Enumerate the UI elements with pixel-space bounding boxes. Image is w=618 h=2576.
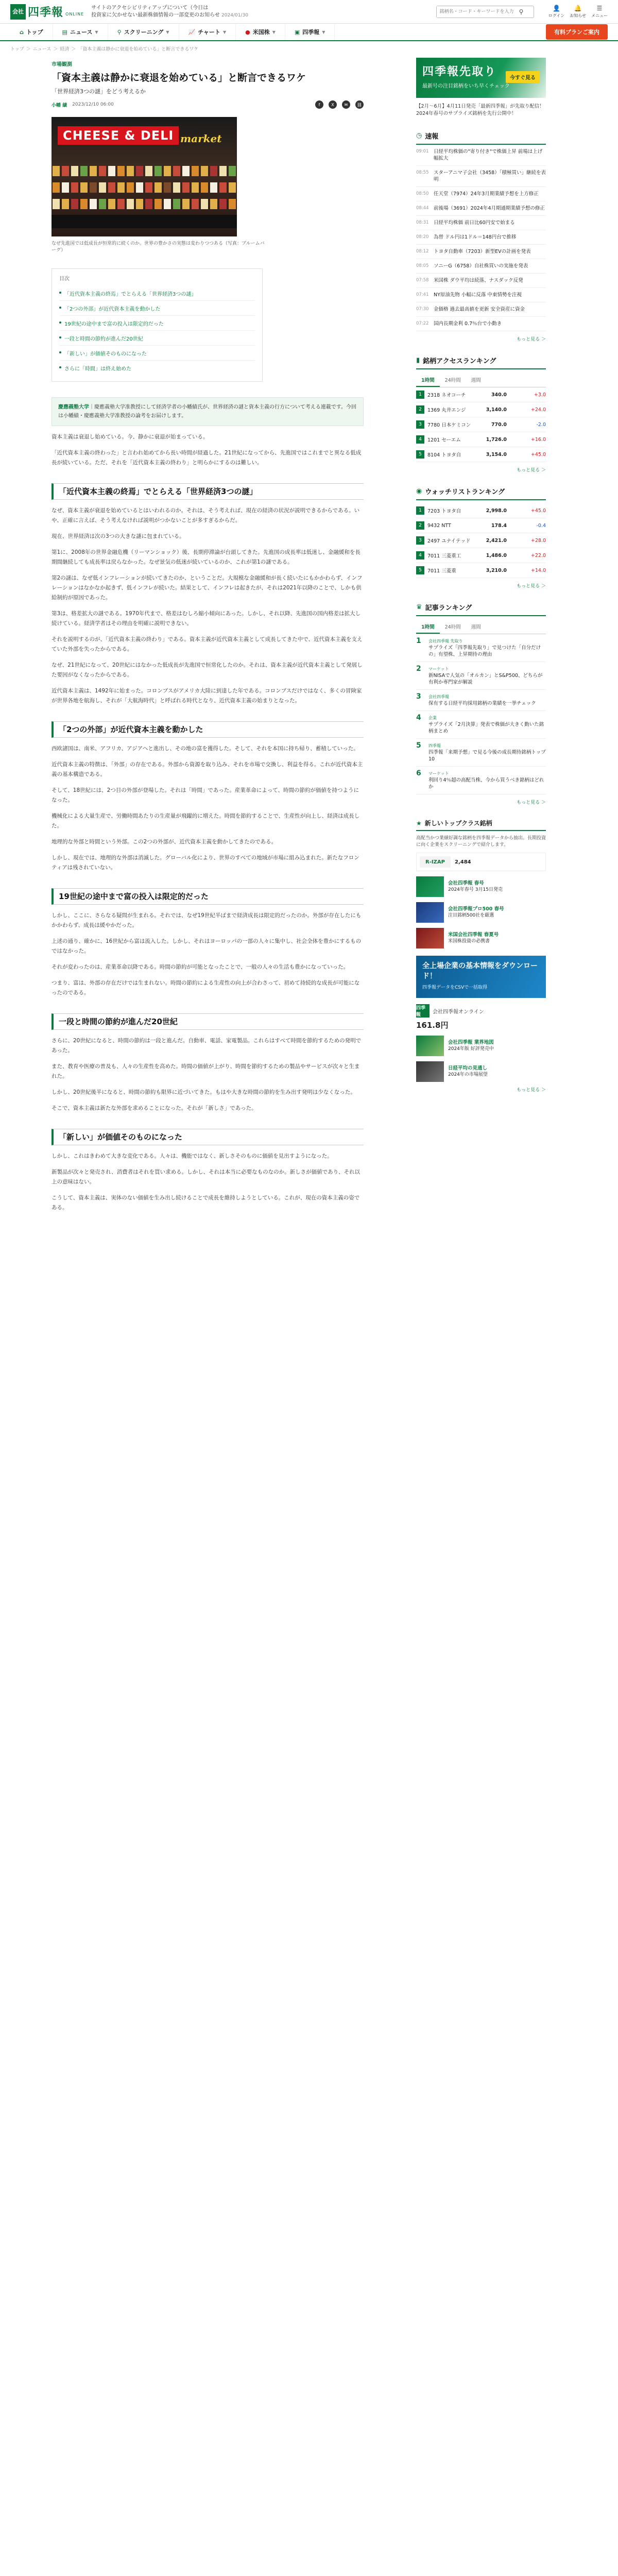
news-text: 前後場（3691）2024年4月期通期業績予想の修正	[434, 206, 545, 211]
crown-icon: ♛	[416, 603, 422, 611]
book-title: 会社四季報 業界地図	[448, 1040, 494, 1045]
top-class-card[interactable]	[416, 853, 546, 871]
article-ranking-list	[416, 634, 546, 794]
rank-title: 利回り4％超の高配当株、今から買うべき銘柄はどれか	[428, 777, 544, 790]
stock-price: 770.0	[491, 421, 507, 428]
rank-badge: 4	[416, 435, 424, 444]
search-input[interactable]	[437, 6, 519, 18]
breadcrumb-sep: ＞	[26, 47, 31, 52]
tab-24h[interactable]: 24時間	[444, 378, 461, 383]
mail-share-icon[interactable]: ✉	[342, 100, 350, 109]
shikiho-preview-banner[interactable]	[416, 58, 546, 98]
rank-title: 保有する日経平均採用銘柄の業績を一挙チェック	[428, 701, 536, 706]
stock-name: 7780 日本ケミコン	[427, 422, 471, 428]
section-heading: 「近代資本主義の終焉」でとらえる「世界経済3つの謎」	[52, 483, 364, 500]
article-subtitle: 「世界経済3つの謎」をどう考えるか	[52, 88, 146, 95]
photo-shelf	[52, 181, 237, 194]
article-lead: 慶應義塾大学｜慶應義塾大学准教授にして経済学者の小幡績氏が、世界経済の謎と資本主義の行方について考える連載です。今回は小幡績・慶應義塾大学准教授の論考をお届けします。	[52, 397, 364, 426]
paragraph: 近代資本主義は、1492年に始まった。コロンブスがアメリカ大陸に到達した年である。コロンブスだけではなく、多くの冒険家が世界各地を航海し、それが「大航海時代」と呼ばれる時代となり、近代資本主義の始まりとなった。	[52, 688, 362, 704]
stock-change: +16.0	[530, 436, 546, 443]
brand-name: 会社四季報オンライン	[433, 1009, 484, 1015]
toc-item[interactable]: さらに「時間」は終え始めた	[59, 361, 255, 375]
rank-number: 5	[416, 741, 421, 750]
book-item[interactable]	[416, 1061, 546, 1082]
x-share-icon[interactable]: X	[329, 100, 337, 109]
rank-number: 4	[416, 714, 421, 722]
share-buttons	[315, 100, 364, 109]
news-time: 09:01	[416, 149, 429, 154]
rank-title: サプライズ「四季報先取り」で見つけた「自分だけの」有望株、上昇期待の理由	[428, 645, 541, 657]
login-button[interactable]	[548, 5, 565, 19]
ranking-item[interactable]	[416, 767, 546, 794]
book-cover	[416, 928, 444, 948]
book-title: 会社四季報 春号	[448, 880, 484, 886]
toc-item[interactable]: 一段と時間の節約が進んだ20世紀	[59, 331, 255, 346]
ranking-item[interactable]	[416, 634, 546, 662]
stock-price: 2,998.0	[486, 507, 507, 514]
paragraph: なぜ、21世紀になって、20世紀にはなかった低成長が先進国で恒常化したのか。それは、資本主義が近代資本主義として発展した要因がなくなったからである。	[52, 662, 363, 678]
book-icon: ▣	[294, 28, 300, 36]
stock-row[interactable]	[416, 518, 546, 533]
stock-price: 3,210.0	[486, 567, 507, 573]
stock-name: 2318 ネオコーチ	[427, 393, 466, 398]
news-item[interactable]	[416, 259, 546, 274]
paragraph: また、教育や医療の普及も、人々の生産性を高めた。時間の価値が上がり、時間を節約するための製品やサービスが次々と生まれた。	[52, 1063, 360, 1079]
stock-price: 3,154.0	[486, 451, 507, 457]
paragraph: 西欧諸国は、南米、アフリカ、アジアへと進出し、その地の富を獲得した。そして、それを本国に持ち帰り、蓄積していった。	[52, 745, 359, 752]
book-sub: 2024年版 好評発売中	[448, 1046, 494, 1052]
tab-week[interactable]: 週間	[471, 624, 481, 630]
rank-title: サプライズ「2月決算」発表で株価が大きく動いた銘柄まとめ	[428, 722, 544, 734]
paragraph: 現在、世界経済は次の3つの大きな謎に包まれている。	[52, 533, 185, 539]
header-icons	[548, 5, 608, 19]
stock-price: 340.0	[491, 392, 507, 398]
author-link[interactable]: 小幡 績	[52, 103, 67, 108]
book-cover	[416, 1061, 444, 1082]
news-text: NY原油先物 小幅に反落 中東情勢を注視	[434, 292, 522, 298]
news-text: 任天堂（7974）24年3月期業績予想を上方修正	[434, 191, 539, 197]
photo-shelf	[52, 164, 237, 178]
news-time: 07:30	[416, 307, 429, 312]
book-title: 会社四季報プロ500 春号	[448, 906, 504, 912]
rank-badge: 4	[416, 551, 424, 560]
photo-market-text: market	[180, 132, 222, 145]
site-logo[interactable]	[10, 4, 84, 20]
home-icon: ⌂	[20, 28, 24, 36]
chevron-down-icon: ▼	[222, 29, 227, 35]
paragraph: こうして、資本主義は、実体のない価値を生み出し続けることで成長を維持しようとしている。これが、現在の資本主義の姿である。	[52, 1195, 360, 1211]
breadcrumb-sep: ＞	[53, 47, 58, 52]
nav-label: チャート	[198, 29, 220, 36]
book-sub: 注目銘柄500社を厳選	[448, 913, 494, 918]
menu-icon: ☰	[596, 5, 603, 12]
company-logo: R-IZAP	[420, 856, 451, 868]
news-time: 08:44	[416, 206, 429, 211]
rank-tag: 会社四季報	[428, 694, 449, 699]
news-time: 08:05	[416, 263, 429, 268]
data-download-banner[interactable]	[416, 956, 546, 998]
rank-tag: マーケット	[428, 667, 449, 671]
stock-change: +45.0	[530, 451, 546, 457]
heading-text: 記事ランキング	[425, 604, 472, 612]
paragraph: なぜ、資本主義が衰退を始めているとはいわれるのか。それは、そう考えれば、現在の経済の状況が説明できるからである。いや、正確に言えば、そう考えなければ説明がつかないことが多すぎるからだ。	[52, 507, 360, 523]
watchlist-ranking-list	[416, 503, 546, 578]
stock-price: 3,140.0	[486, 406, 507, 413]
news-time: 08:50	[416, 191, 429, 196]
book-title: 日経平均の見通し	[448, 1065, 488, 1071]
rank-tag: 四季報	[428, 743, 441, 748]
paragraph: 上述の通り、確かに、16世紀から富は流入した。しかし、それはヨーロッパの一部の人々に集中し、社会全体を豊かにするものではなかった。	[52, 938, 362, 954]
photo-sign-text: CHEESE & DELI	[58, 126, 179, 145]
news-time: 07:58	[416, 278, 429, 283]
news-item[interactable]	[416, 201, 546, 216]
stock-name: 7203 トヨタ自	[427, 509, 461, 514]
stock-row[interactable]	[416, 417, 546, 432]
banner-button: 今すぐ見る	[506, 71, 540, 83]
stock-name: 9432 NTT	[427, 522, 451, 529]
sidebar	[416, 58, 546, 1093]
rank-badge: 1	[416, 391, 424, 399]
rank-title: 四季報「来期予想」で見る今後の成長期待銘柄トップ10	[428, 750, 546, 762]
breadcrumb-item[interactable]: トップ	[10, 47, 24, 52]
paragraph: しかし、ここに、さらなる疑問が生まれる。それでは、なぜ19世紀半ばまで経済成長は限定的だったのか。外部が存在したにもかかわらず、成長は緩やかだった。	[52, 912, 362, 928]
news-time: 08:55	[416, 170, 429, 175]
stock-name: 7011 三菱重	[427, 568, 456, 574]
top-class-heading	[416, 819, 546, 831]
link-share-icon[interactable]: ⛓	[355, 100, 364, 109]
photo-shelf	[52, 197, 237, 211]
rank-tag: 企業	[428, 716, 437, 720]
logo-mark: 会社	[10, 4, 26, 20]
us-flag-icon: ●	[245, 28, 250, 36]
news-text: 日経平均株価の"寄り付き"で株価上昇 前場は上げ幅拡大	[434, 149, 543, 161]
nav-item-shikiho[interactable]	[285, 24, 335, 40]
star-icon: ★	[416, 819, 422, 827]
news-list	[416, 145, 546, 331]
paragraph: 近代資本主義の特徴は、「外部」の存在である。外部から資源を取り込み、それを市場で交換し、利益を得る。これが近代資本主義の基本構造である。	[52, 761, 363, 777]
news-item[interactable]	[416, 317, 546, 331]
stock-more-link[interactable]: もっと見る ＞	[517, 468, 546, 473]
book-title: 米国会社四季報 春夏号	[448, 932, 499, 938]
nav-label: 米国株	[252, 29, 270, 36]
paragraph: 「近代資本主義の終わった」と言われ始めてから長い時間が経過した。21世紀になってから、先進国ではこれまでと異なる低成長が続いている。ただ、それを「近代資本主義の終わり」と明らかにするのは難しい。	[52, 450, 362, 466]
stock-row[interactable]	[416, 533, 546, 548]
menu-label: メニュー	[591, 13, 608, 18]
section-heading: 「新しい」が価値そのものになった	[52, 1129, 364, 1145]
stock-change: +45.0	[530, 507, 546, 514]
paid-plan-button[interactable]: 有料プランご案内	[546, 24, 608, 40]
promo-date: 2024/01/30	[221, 12, 248, 18]
book-sub: 2024年春号 3月15日発売	[448, 887, 503, 892]
news-time: 08:12	[416, 249, 429, 254]
stock-row[interactable]	[416, 563, 546, 578]
news-text: スターアニマ子会社（3458）「積極買い」継続を表明	[434, 170, 546, 182]
section-heading: 19世紀の途中まで富の投入は限定的だった	[52, 888, 364, 905]
chevron-down-icon: ▼	[166, 29, 169, 35]
paragraph: しかし、20世紀後半になると、時間の節約も限界に近づいてきた。もはや大きな時間の節約を生み出す発明は少なくなった。	[52, 1089, 356, 1095]
paragraph: 機械化による大量生産で、労働時間あたりの生産量が飛躍的に増えた。時間を節約することで、生産性が向上し、経済は成長した。	[52, 813, 360, 829]
article	[52, 58, 364, 1213]
chevron-down-icon: ▼	[322, 29, 325, 35]
paragraph: それが変わったのは、産業革命以降である。時間の節約が可能となったことで、一般の人々の生活も豊かになっていった。	[52, 964, 349, 970]
article-category[interactable]: 市場観測	[52, 62, 72, 67]
news-text: 日経平均株価 前日比60円安で始まる	[434, 220, 515, 226]
tab-1h[interactable]: 1時間	[416, 620, 440, 634]
lead-text: 慶應義塾大学准教授にして経済学者の小幡績氏が、世界経済の謎と資本主義の行方について考える連載です。今回は小幡績・慶應義塾大学准教授の論考をお届けします。	[58, 404, 356, 419]
paragraph: 第1に、2008年の世界金融危機（リーマンショック）後、長期停滞論が台頭してきた。先進国の成長率は低迷し、金融緩和を長期間継続しても成長率は戻らなかった。なぜ景気の低迷が続いているのか、これが第1の謎である。	[52, 549, 360, 565]
ranking-item[interactable]	[416, 739, 546, 767]
nav-label: トップ	[26, 29, 43, 36]
stock-change: +14.0	[530, 567, 546, 573]
photo-counter	[52, 215, 237, 228]
paragraph: 第2の謎は、なぜ低インフレーションが続いてきたのか、ということだ。大規模な金融緩和が長く続いたにもかかわらず、インフレーションはなかなか起きず、低インフレが続いた。結果として、インフレは起きたが、それは2021年以降のことで、しかも供給制約が原因であった。	[52, 575, 363, 601]
site-header	[0, 0, 618, 24]
promo-line-1: サイトのアクセシビリティアップについて（今日は	[91, 5, 209, 11]
company-value: 2,484	[455, 859, 471, 865]
stock-ranking-heading	[416, 355, 546, 369]
news-text: 金価格 過去最高値を更新 安全資産に資金	[434, 307, 525, 312]
paragraph: 新製品が次々と発売され、消費者はそれを買い求める。しかし、それは本当に必要なものなのか。新しさが価値であり、それ以上の意味はない。	[52, 1169, 360, 1185]
top-class-description: 高配当かつ業績好調な銘柄を四季報データから抽出。長期投資に向く企業をスクリーニングで紹介します。	[416, 836, 546, 848]
paragraph: さらに、20世紀になると、時間の節約は一段と進んだ。自動車、電話、家電製品。これらはすべて時間を節約するための発明であった。	[52, 1038, 362, 1054]
paragraph: つまり、富は、外部の存在だけでは生まれない。時間の節約による生産性の向上が合わさって、初めて持続的な成長が可能になったのである。	[52, 980, 360, 996]
stock-name: 1369 丸井エンジ	[427, 408, 466, 413]
logo-text: 四季報	[28, 6, 64, 19]
lead-bold: 慶應義塾大学	[58, 404, 89, 410]
promo-text: 【2月～6月】4月11日発売「最新四季報」が先取り配信！	[416, 104, 544, 109]
book-item[interactable]	[416, 928, 546, 948]
news-item[interactable]	[416, 230, 546, 245]
nav-item-news[interactable]	[53, 24, 108, 40]
rank-number: 2	[416, 665, 421, 673]
news-item[interactable]	[416, 302, 546, 317]
notifications-button[interactable]	[570, 5, 586, 19]
paragraph: そして、18世紀には、2つ目の外部が登場した。それは「時間」であった。産業革命によって、時間の節約が価値を持つようになった。	[52, 787, 359, 803]
article-ranking-heading	[416, 602, 546, 616]
news-time: 07:41	[416, 292, 429, 297]
stock-price: 1,726.0	[486, 436, 507, 443]
book-sub: 米国株投資の必携書	[448, 939, 490, 944]
paragraph: しかし、現在では、地理的な外部は消滅した。グローバル化により、世界のすべての地域が市場に組み込まれた。新たなフロンティアは残されていない。	[52, 855, 359, 871]
rank-number: 3	[416, 692, 421, 701]
eye-icon: ◉	[416, 487, 422, 495]
stock-change: +3.0	[534, 392, 546, 398]
rank-badge: 1	[416, 506, 424, 515]
news-time: 07:22	[416, 321, 429, 326]
promo-text: 2024年春号のサプライズ銘柄を先行公開中！	[416, 111, 517, 116]
news-icon: ▤	[62, 28, 67, 36]
book-item[interactable]	[416, 876, 546, 897]
rank-title: 新NISAで人気の「オルカン」とS&P500、どちらが有利か専門家が解説	[428, 673, 543, 685]
tab-24h[interactable]: 24時間	[444, 624, 461, 630]
stock-change: -0.4	[536, 522, 546, 529]
stock-row[interactable]	[416, 387, 546, 402]
breadcrumb-current: 「資本主義は静かに衰退を始めている」と断言できるワケ	[78, 47, 199, 52]
stock-price: 1,486.0	[486, 552, 507, 558]
facebook-share-icon[interactable]: f	[315, 100, 323, 109]
news-text: ソニーG（6758）自社株買いの実施を発表	[434, 263, 528, 269]
book-cover	[416, 876, 444, 897]
toc-item[interactable]: 「新しい」が価値そのものになった	[59, 346, 255, 361]
book-cover	[416, 902, 444, 923]
nav-label: 四季報	[302, 29, 320, 36]
tab-week[interactable]: 週間	[471, 378, 481, 383]
breadcrumb-item[interactable]: ニュース	[32, 47, 52, 52]
paragraph: 第3は、格差拡大の謎である。1970年代まで、格差はむしろ縮小傾向にあった。しかし、それ以降、先進国の国内格差は拡大し続けている。経済学者はその理由を明確に説明できない。	[52, 611, 361, 626]
heading-text: 新しいトップクラス銘柄	[424, 820, 492, 827]
chevron-down-icon: ▼	[272, 29, 276, 35]
nav-label: ニュース	[70, 29, 93, 36]
books-more-link[interactable]: もっと見る ＞	[517, 1088, 546, 1093]
news-item[interactable]	[416, 216, 546, 230]
stock-row[interactable]	[416, 548, 546, 563]
toc-item[interactable]: 「2つの外部」が近代資本主義を動かした	[59, 301, 255, 316]
banner-title: 四季報先取り	[422, 65, 497, 78]
chevron-down-icon: ▼	[95, 29, 98, 35]
rank-number: 1	[416, 637, 421, 645]
publish-date: 2023/12/10 06:00	[72, 102, 114, 107]
bar-chart-icon: ▮	[416, 357, 420, 364]
nav-item-screening[interactable]	[108, 24, 179, 40]
stock-change: +28.0	[530, 537, 546, 544]
sidebar-promo[interactable]	[416, 103, 546, 117]
stock-name: 8104 トヨタ自	[427, 452, 461, 458]
stock-row[interactable]	[416, 402, 546, 417]
nav-item-us-stocks[interactable]	[236, 24, 285, 40]
menu-button[interactable]	[591, 5, 608, 19]
ranking-more-link[interactable]: もっと見る ＞	[517, 800, 546, 805]
stock-ranking-list	[416, 387, 546, 462]
search-icon[interactable]: ⚲	[519, 8, 524, 15]
stock-change: +22.0	[530, 552, 546, 558]
banner-title: 全上場企業の基本情報をダウンロード！	[422, 962, 538, 980]
tab-1h[interactable]: 1時間	[416, 374, 440, 387]
rank-badge: 5	[416, 566, 424, 574]
table-of-contents	[52, 268, 263, 382]
stock-row[interactable]	[416, 503, 546, 518]
rank-badge: 3	[416, 420, 424, 429]
section-heading: 一段と時間の節約が進んだ20世紀	[52, 1013, 364, 1030]
toc-item[interactable]: 19世紀の途中まで富の投入は限定的だった	[59, 316, 255, 331]
brand-price: 161.8円	[416, 1021, 449, 1030]
notifications-label: お知らせ	[570, 13, 586, 18]
rank-badge: 2	[416, 405, 424, 414]
breadcrumb-sep: ＞	[71, 47, 76, 52]
news-text: 為替 ドル円は1ドル＝148円台で推移	[434, 234, 517, 240]
stock-row[interactable]	[416, 447, 546, 462]
stock-name: 2497 ユナイテッド	[427, 538, 471, 544]
news-item[interactable]	[416, 245, 546, 259]
heading-text: 速報	[425, 133, 439, 141]
book-cover	[416, 1036, 444, 1056]
article-meta	[52, 99, 364, 110]
stock-price: 2,421.0	[486, 537, 507, 544]
paragraph: それを説明するのが、「近代資本主義の終わり」である。資本主義が近代資本主義として成長してきた中で、近代資本主義を支えていた外部を失ったからである。	[52, 636, 363, 652]
rank-number: 6	[416, 769, 421, 777]
section-heading: 「2つの外部」が近代資本主義を動かした	[52, 721, 364, 738]
nav-item-top[interactable]	[10, 24, 53, 40]
watchlist-more-link[interactable]: もっと見る ＞	[517, 584, 546, 589]
news-more-link[interactable]: もっと見る ＞	[517, 337, 546, 342]
news-time: 08:31	[416, 220, 429, 225]
news-text: 国内長期金利 0.7％台で小動き	[434, 321, 502, 327]
nav-item-chart[interactable]	[179, 24, 236, 40]
stock-change: +24.0	[530, 406, 546, 413]
toc-item[interactable]: 「近代資本主義の終焉」でとらえる「世界経済3つの謎」	[59, 286, 255, 301]
watchlist-ranking-heading	[416, 486, 546, 500]
rank-tag: 会社四季報 先取り	[428, 639, 463, 643]
heading-text: ウォッチリストランキング	[425, 488, 505, 496]
book-sub: 2024年の市場展望	[448, 1072, 488, 1077]
photo-caption: なぜ先進国では低成長が恒常的に続くのか。世界の豊かさの実態は変わりつつある（写真：ブルームバーグ）	[52, 241, 265, 253]
news-item[interactable]	[416, 274, 546, 288]
banner-subtitle: 四季報データをCSVで一括取得	[422, 985, 488, 990]
ranking-item[interactable]	[416, 711, 546, 739]
breadcrumb-item[interactable]: 経済	[60, 47, 70, 52]
promo-line-2: 投資家に欠かせない最新株価情報の一部変更のお知らせ 2024/01/30	[91, 12, 248, 18]
brand-mark: 四季報	[416, 1004, 430, 1018]
clock-icon: ◷	[416, 132, 422, 140]
nav-label: スクリーニング	[124, 29, 164, 36]
rank-badge: 3	[416, 536, 424, 545]
stock-ranking-tabs	[416, 374, 546, 387]
paragraph: 資本主義は衰退し始めている。今、静かに衰退が始まっている。	[52, 434, 209, 440]
chart-icon: 📈	[188, 28, 196, 36]
user-icon: 👤	[552, 5, 560, 12]
paragraph: しかし、これはきわめて大きな変化である。人々は、機能ではなく、新しさそのものに価値を見出すようになった。	[52, 1153, 333, 1159]
news-item[interactable]	[416, 166, 546, 187]
stock-change: -2.0	[536, 421, 546, 428]
screening-icon: ⚲	[117, 28, 122, 36]
stock-price: 178.4	[491, 522, 507, 529]
paragraph: 地理的な外部と時間という外部。この2つの外部が、近代資本主義を動かしてきたのである。	[52, 839, 277, 845]
toc-heading: 目次	[59, 276, 70, 282]
book-item[interactable]	[416, 1036, 546, 1056]
logo-sub: ONLINE	[65, 12, 84, 16]
banner-subtitle: 最新号の注目銘柄をいち早くチェック	[422, 83, 510, 89]
bell-icon: 🔔	[574, 5, 582, 12]
news-text: 米国株 ダウ平均は続落、ナスダック反発	[434, 278, 523, 283]
rank-tag: マーケット	[428, 771, 449, 776]
stock-row[interactable]	[416, 432, 546, 447]
heading-text: 銘柄アクセスランキング	[423, 358, 496, 365]
header-promo[interactable]	[91, 5, 248, 19]
ranking-item[interactable]	[416, 690, 546, 711]
article-ranking-tabs	[416, 620, 546, 634]
news-item[interactable]	[416, 288, 546, 302]
news-item[interactable]	[416, 187, 546, 201]
news-heading	[416, 131, 546, 145]
book-item[interactable]	[416, 902, 546, 923]
stock-name: 7011 三菱重工	[427, 553, 461, 559]
mini-brand	[416, 1004, 546, 1018]
news-time: 08:20	[416, 234, 429, 240]
breadcrumb	[0, 41, 618, 53]
login-label: ログイン	[548, 13, 565, 18]
news-text: トヨタ自動車（7203）新型EVの計画を発表	[434, 249, 531, 255]
paragraph: そこで、資本主義は新たな外部を求めることになった。それが「新しさ」であった。	[52, 1105, 257, 1111]
rank-badge: 5	[416, 450, 424, 459]
ranking-item[interactable]	[416, 662, 546, 690]
article-photo	[52, 117, 237, 236]
search-box	[436, 6, 534, 18]
main-nav	[0, 24, 618, 41]
rank-badge: 2	[416, 521, 424, 530]
news-item[interactable]	[416, 145, 546, 166]
stock-name: 1201 セーエム	[427, 437, 461, 443]
article-title: 「資本主義は静かに衰退を始めている」と断言できるワケ	[52, 72, 306, 83]
